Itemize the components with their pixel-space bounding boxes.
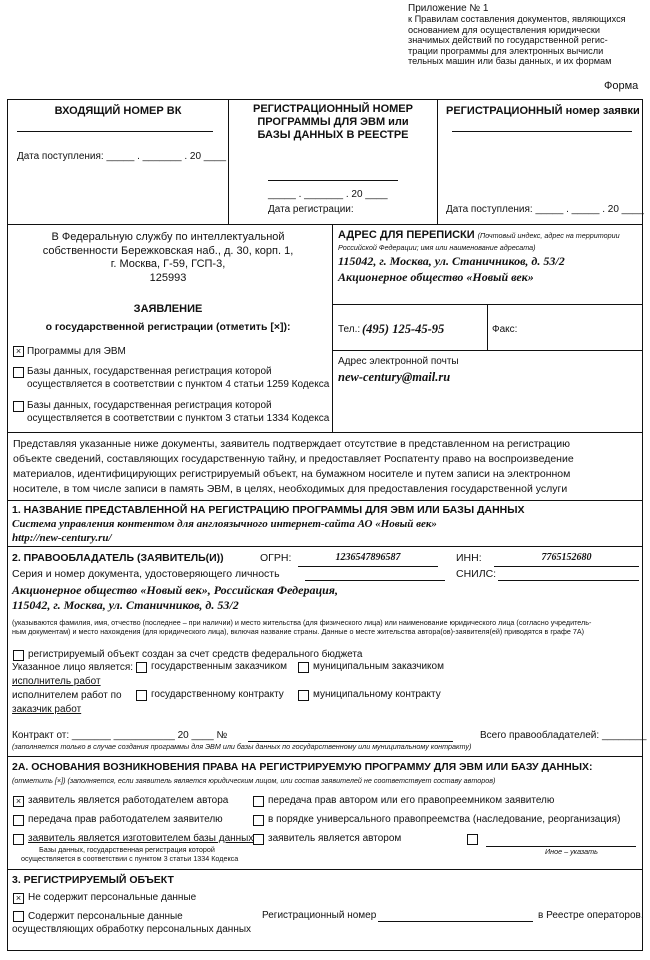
option-program-label: Программы для ЭВМ	[27, 346, 126, 357]
checkbox-employer[interactable]: ×	[13, 796, 24, 807]
inn-underline	[494, 566, 639, 567]
reg-date-blank: _____ . _______ . 20 ____	[268, 189, 388, 200]
appendix-text	[408, 14, 626, 67]
divider	[7, 500, 643, 501]
appendix-line: значимых действий по государственной регис-	[408, 35, 608, 46]
section3-title: 3. РЕГИСТРИРУЕМЫЙ ОБЪЕКТ	[12, 874, 174, 886]
municipal-customer-label: муниципальным заказчиком	[313, 661, 444, 672]
declaration-text	[13, 437, 574, 497]
declaration-line: Представляя указанные ниже документы, заявитель подтверждает отсутствие в представленном на регистрацию	[13, 438, 570, 450]
other-note: Иное – указать	[545, 847, 598, 856]
ogrn-value[interactable]: 1236547896587	[335, 552, 401, 563]
application-subtitle: о государственной регистрации (отметить [×]):	[45, 321, 291, 333]
personal-label	[12, 910, 252, 936]
contract-note: (заполняется только в случае создания программы для ЭВМ или базы данных по государственному или муниципальному контракту)	[12, 742, 472, 751]
section2a-title: 2А. ОСНОВАНИЯ ВОЗНИКНОВЕНИЯ ПРАВА НА РЕГИСТРИРУЕМУЮ ПРОГРАММУ ДЛЯ ЭВМ ИЛИ БАЗУ ДАННЫХ:	[12, 761, 593, 773]
personal-line: Содержит персональные данные	[28, 911, 183, 922]
fax-label: Факс:	[492, 324, 518, 335]
id-doc-line[interactable]	[305, 580, 445, 581]
correspondence-title-row	[338, 229, 620, 242]
program-url[interactable]: http://new-century.ru/	[12, 532, 112, 544]
appendix-number: Приложение № 1	[408, 3, 489, 14]
declaration-line: носителе, в том числе записи в память ЭВМ, в целях, необходимых для предоставления государственной услуги	[13, 483, 568, 495]
id-doc-label: Серия и номер документа, удостоверяющего личность	[12, 568, 280, 580]
phone-value[interactable]: (495) 125-45-95	[362, 322, 445, 336]
transfer-employer-label: передача прав работодателем заявителю	[28, 814, 223, 825]
checkbox-database-1334[interactable]	[13, 401, 24, 412]
option-database-1334-label	[27, 400, 329, 425]
program-name[interactable]: Система управления контентом для англоязычного интернет-сайта АО «Новый век»	[12, 518, 437, 530]
inn-label: ИНН:	[456, 552, 482, 564]
divider	[7, 224, 643, 225]
form-label: Форма	[604, 80, 639, 92]
option-line: осуществляется в соответствии с пунктом 3 статьи 1334 Кодекса	[27, 412, 330, 424]
divider	[7, 432, 643, 433]
application-number-title-rest: номер заявки	[562, 105, 640, 117]
checkbox-personal[interactable]	[13, 911, 24, 922]
inn-value[interactable]: 7765152680	[541, 552, 592, 563]
employer-label: заявитель является работодателем автора	[28, 795, 229, 806]
checkbox-municipal-customer[interactable]	[298, 662, 309, 673]
option-line: Базы данных, государственная регистрация которой	[27, 400, 272, 411]
total-holders[interactable]: Всего правообладателей: ________	[480, 730, 647, 741]
reg-number-line[interactable]	[268, 180, 398, 181]
universal-label: в порядке универсального правопреемства (наследование, реорганизация)	[268, 814, 621, 825]
checkbox-database-1259[interactable]	[13, 367, 24, 378]
reg-number-label: Регистрационный номер	[262, 910, 377, 921]
addressee-line: В Федеральную службу по интеллектуальной	[51, 231, 285, 243]
checkbox-transfer-author[interactable]	[253, 796, 264, 807]
divider	[7, 869, 643, 870]
application-number-title-bold: РЕГИСТРАЦИОННЫЙ	[446, 105, 563, 117]
snils-label: СНИЛС:	[456, 568, 497, 580]
maker-label: заявитель является изготовителем базы данных	[28, 833, 254, 844]
contract-from[interactable]: Контракт от: _______ ___________ 20 ____ №	[12, 730, 228, 741]
divider	[487, 304, 488, 350]
holder-line2[interactable]: 115042, г. Москва, ул. Станичников, д. 53/2	[12, 598, 239, 612]
contractor-by-label: исполнителем работ по	[12, 690, 122, 701]
state-contract-label: государственному контракту	[151, 689, 284, 700]
checkbox-municipal-contract[interactable]	[298, 690, 309, 701]
section2a-note: (отметить [×]) (заполняется, если заявитель является юридическим лицом, или состав заявителей не соответствует составу авторов)	[12, 776, 496, 785]
incoming-number-title: ВХОДЯЩИЙ НОМЕР ВК	[54, 105, 182, 117]
addressee-line: 125993	[149, 271, 187, 284]
checkbox-transfer-employer[interactable]	[13, 815, 24, 826]
correspondence-title: АДРЕС ДЛЯ ПЕРЕПИСКИ	[338, 229, 475, 241]
appendix-line: основанием для осуществления юридически	[408, 24, 601, 35]
ogrn-underline	[298, 566, 438, 567]
checkbox-maker[interactable]	[13, 834, 24, 845]
municipal-contract-label: муниципальному контракту	[313, 689, 441, 700]
state-customer-label: государственным заказчиком	[151, 661, 288, 672]
section1-title: 1. НАЗВАНИЕ ПРЕДСТАВЛЕННОЙ НА РЕГИСТРАЦИЮ ПРОГРАММЫ ДЛЯ ЭВМ ИЛИ БАЗЫ ДАННЫХ	[12, 504, 525, 516]
option-line: осуществляется в соответствии с пунктом 4 статьи 1259 Кодекса	[27, 378, 330, 390]
ogrn-label: ОГРН:	[260, 552, 292, 564]
checkbox-no-personal[interactable]: ×	[13, 893, 24, 904]
application-receipt-date: Дата поступления: _____ . _____ . 20 ____	[446, 204, 644, 215]
application-number-line[interactable]	[452, 131, 632, 132]
correspondence-hint-2: Российской Федерации; имя или наименование адресата)	[338, 243, 536, 252]
maker-note	[21, 846, 238, 863]
addressee-block	[8, 231, 328, 285]
divider	[332, 224, 333, 432]
email-label: Адрес электронной почты	[338, 356, 459, 367]
checkbox-state-contract[interactable]	[136, 690, 147, 701]
appendix-line: тельных машин или базы данных, и их формам	[408, 56, 612, 67]
phone-label: Тел.:	[338, 324, 361, 335]
email-value[interactable]: new-century@mail.ru	[338, 370, 451, 384]
checkbox-federal-budget[interactable]	[13, 650, 24, 661]
contractor-label: исполнитель работ	[12, 676, 101, 687]
declaration-line: объекте сведений, составляющих государственную тайну, и предоставляет Роспатенту право на воспроизведение	[13, 453, 574, 465]
holder-line1[interactable]: Акционерное общество «Новый век», Российская Федерация,	[12, 583, 338, 597]
transfer-author-label: передача прав автором или его правопреемником заявителю	[268, 795, 555, 806]
correspondence-address-line2: Акционерное общество «Новый век»	[338, 270, 534, 284]
application-title: ЗАЯВЛЕНИЕ	[133, 303, 203, 315]
divider	[332, 350, 643, 351]
section2-title: 2. ПРАВООБЛАДАТЕЛЬ (ЗАЯВИТЕЛЬ(И))	[12, 552, 224, 564]
reg-date-label: Дата регистрации:	[268, 204, 354, 215]
application-number-title	[446, 105, 640, 117]
incoming-number-line[interactable]	[17, 131, 213, 132]
divider	[7, 546, 643, 547]
divider	[437, 99, 438, 225]
checkbox-author[interactable]	[253, 834, 264, 845]
checkbox-program[interactable]: ×	[13, 346, 24, 357]
federal-budget-label: регистрируемый объект создан за счет средств федерального бюджета	[28, 649, 363, 660]
divider	[7, 756, 643, 757]
option-line: Базы данных, государственная регистрация которой	[27, 366, 272, 377]
correspondence-hint: (Почтовый индекс, адрес на территории	[477, 231, 620, 240]
checkbox-universal[interactable]	[253, 815, 264, 826]
snils-line[interactable]	[498, 580, 639, 581]
incoming-receipt-date: Дата поступления: _____ . _______ . 20 ____	[17, 151, 227, 162]
correspondence-address-line1: 115042, г. Москва, ул. Станичников, д. 53/2	[338, 254, 565, 268]
checkbox-other[interactable]	[467, 834, 478, 845]
holder-note-line: (указываются фамилия, имя, отчество (последнее – при наличии) и место жительства (для физического лица) или наименование юридического лица (согласно учредитель-	[12, 618, 592, 627]
reg-number-title: РЕГИСТРАЦИОННЫЙ НОМЕР ПРОГРАММЫ ДЛЯ ЭВМ или БАЗЫ ДАННЫХ В РЕЕСТРЕ	[253, 103, 413, 141]
addressee-line: собственности Бережковская наб., д. 30, корп. 1,	[42, 244, 294, 257]
maker-note-line: Базы данных, государственная регистрация которой	[39, 845, 215, 854]
option-database-1259-label	[27, 366, 329, 391]
checkbox-state-customer[interactable]	[136, 662, 147, 673]
author-label: заявитель является автором	[268, 833, 402, 844]
operators-registry-label: в Реестре операторов,	[538, 910, 644, 921]
appendix-line: трации программы для электронных вычисли	[408, 45, 604, 56]
declaration-line: материалов, идентифицирующих регистрируемый объект, на бумажном носителе и путем записи на электронном	[13, 468, 571, 480]
person-is-label: Указанное лицо является:	[12, 662, 134, 673]
divider	[228, 99, 229, 225]
no-personal-label: Не содержит персональные данные	[28, 892, 197, 903]
addressee-line: г. Москва, Г-59, ГСП-3,	[110, 258, 226, 270]
personal-line: осуществляющих обработку персональных данных	[12, 924, 252, 935]
holder-note	[12, 619, 591, 636]
customer-label: заказчик работ	[12, 704, 82, 715]
operators-reg-number-line[interactable]	[378, 921, 533, 922]
maker-note-line: осуществляется в соответствии с пунктом 3 статьи 1334 Кодекса	[21, 853, 239, 863]
holder-note-line: ным документам) и место нахождения (для юридического лица), включая название страны. Данные о месте жительства автора(ов)-заявителя(ей) приводятся в графе 7А)	[12, 626, 585, 636]
appendix-line: к Правилам составления документов, являющихся	[408, 14, 626, 24]
